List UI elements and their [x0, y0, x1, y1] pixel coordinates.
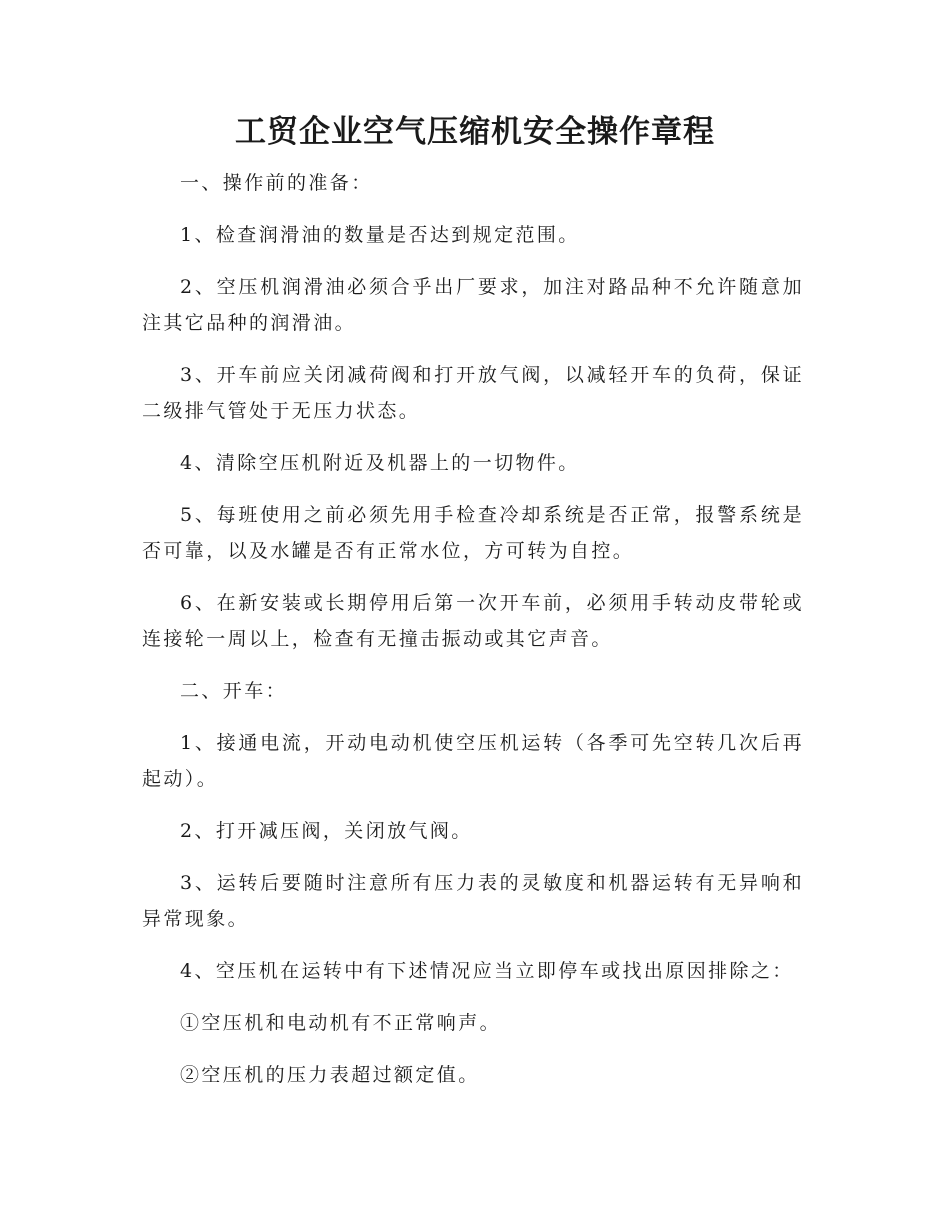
paragraph: 3、运转后要随时注意所有压力表的灵敏度和机器运转有无异响和异常现象。 — [142, 872, 804, 930]
paragraph: 2、空压机润滑油必须合乎出厂要求，加注对路品种不允许随意加注其它品种的润滑油。 — [142, 276, 804, 334]
list-item: ②空压机的压力表超过额定值。 — [180, 1064, 480, 1086]
paragraph: 2、打开减压阀，关闭放气阀。 — [180, 820, 473, 842]
section-heading-start: 二、开车： — [180, 680, 288, 702]
paragraph: 5、每班使用之前必须先用手检查冷却系统是否正常，报警系统是否可靠，以及水罐是否有正常水位，方可转为自控。 — [142, 504, 804, 562]
paragraph: 6、在新安装或长期停用后第一次开车前，必须用手转动皮带轮或连接轮一周以上，检查有无撞击振动或其它声音。 — [142, 592, 804, 650]
list-item: ①空压机和电动机有不正常响声。 — [180, 1012, 502, 1034]
paragraph: 3、开车前应关闭减荷阀和打开放气阀，以减轻开车的负荷，保证二级排气管处于无压力状态。 — [142, 364, 804, 422]
paragraph: 1、检查润滑油的数量是否达到规定范围。 — [180, 224, 580, 246]
document-body — [142, 165, 804, 1109]
section-heading-preparation: 一、操作前的准备： — [180, 172, 373, 194]
document-title: 工贸企业空气压缩机安全操作章程 — [235, 114, 715, 150]
paragraph: 4、空压机在运转中有下述情况应当立即停车或找出原因排除之： — [180, 960, 794, 982]
paragraph: 4、清除空压机附近及机器上的一切物件。 — [180, 452, 580, 474]
paragraph: 1、接通电流，开动电动机使空压机运转（各季可先空转几次后再起动）。 — [142, 732, 804, 790]
